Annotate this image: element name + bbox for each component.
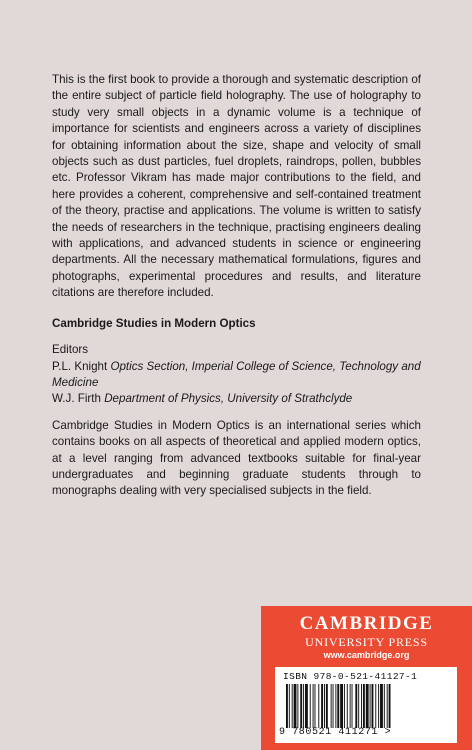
back-cover-text — [52, 72, 421, 500]
editor-affiliation: Optics Section, Imperial College of Science, Technology and Medicine — [52, 359, 421, 389]
publisher-logo-press: UNIVERSITY PRESS — [305, 635, 428, 649]
publisher-url: www.cambridge.org — [323, 650, 410, 660]
editor-entry — [52, 359, 421, 392]
editors-heading: Editors — [52, 343, 89, 357]
publisher-logo-name: CAMBRIDGE — [299, 613, 434, 634]
series-title: Cambridge Studies in Modern Optics — [52, 316, 256, 330]
publisher-panel — [261, 606, 472, 750]
editor-name: W.J. Firth — [52, 392, 101, 406]
editor-name: P.L. Knight — [52, 359, 108, 373]
barcode-block — [275, 667, 457, 743]
series-description: Cambridge Studies in Modern Optics is an international series which contains books on all aspects of theoretical and applied modern optics, at a level ranging from advanced textbooks suitable for final-year undergraduates and beginning graduate students through to monographs dealing with very specialised subjects in the field. — [52, 418, 421, 498]
editor-entry — [52, 391, 421, 407]
book-blurb: This is the first book to provide a thorough and systematic description of the entire subject of particle field holography. The use of holography to study very small objects in a dynamic volume is a technique of importance for scientists and engineers across a variety of disciplines for obtaining information about the size, shape and velocity of small objects such as dust particles, fuel droplets, raindrops, pollen, bubbles etc. Professor Vikram has made major contributions to the field, and here provides a coherent, comprehensive and self-contained treatment of the theory, practise and applications. The volume is written to satisfy the needs of researchers in the technique, practising engineers dealing with applications, and advanced students in science or engineering departments. All the necessary mathematical formulations, figures and photographs, experimental procedures and results, and literature citations are therefore included. — [52, 73, 421, 300]
barcode-icon — [285, 684, 449, 728]
editor-affiliation: Department of Physics, University of Strathclyde — [104, 392, 353, 406]
isbn-label: ISBN 978-0-521-41127-1 — [283, 671, 418, 682]
barcode-digits: 9 780521 411271 > — [279, 727, 392, 738]
